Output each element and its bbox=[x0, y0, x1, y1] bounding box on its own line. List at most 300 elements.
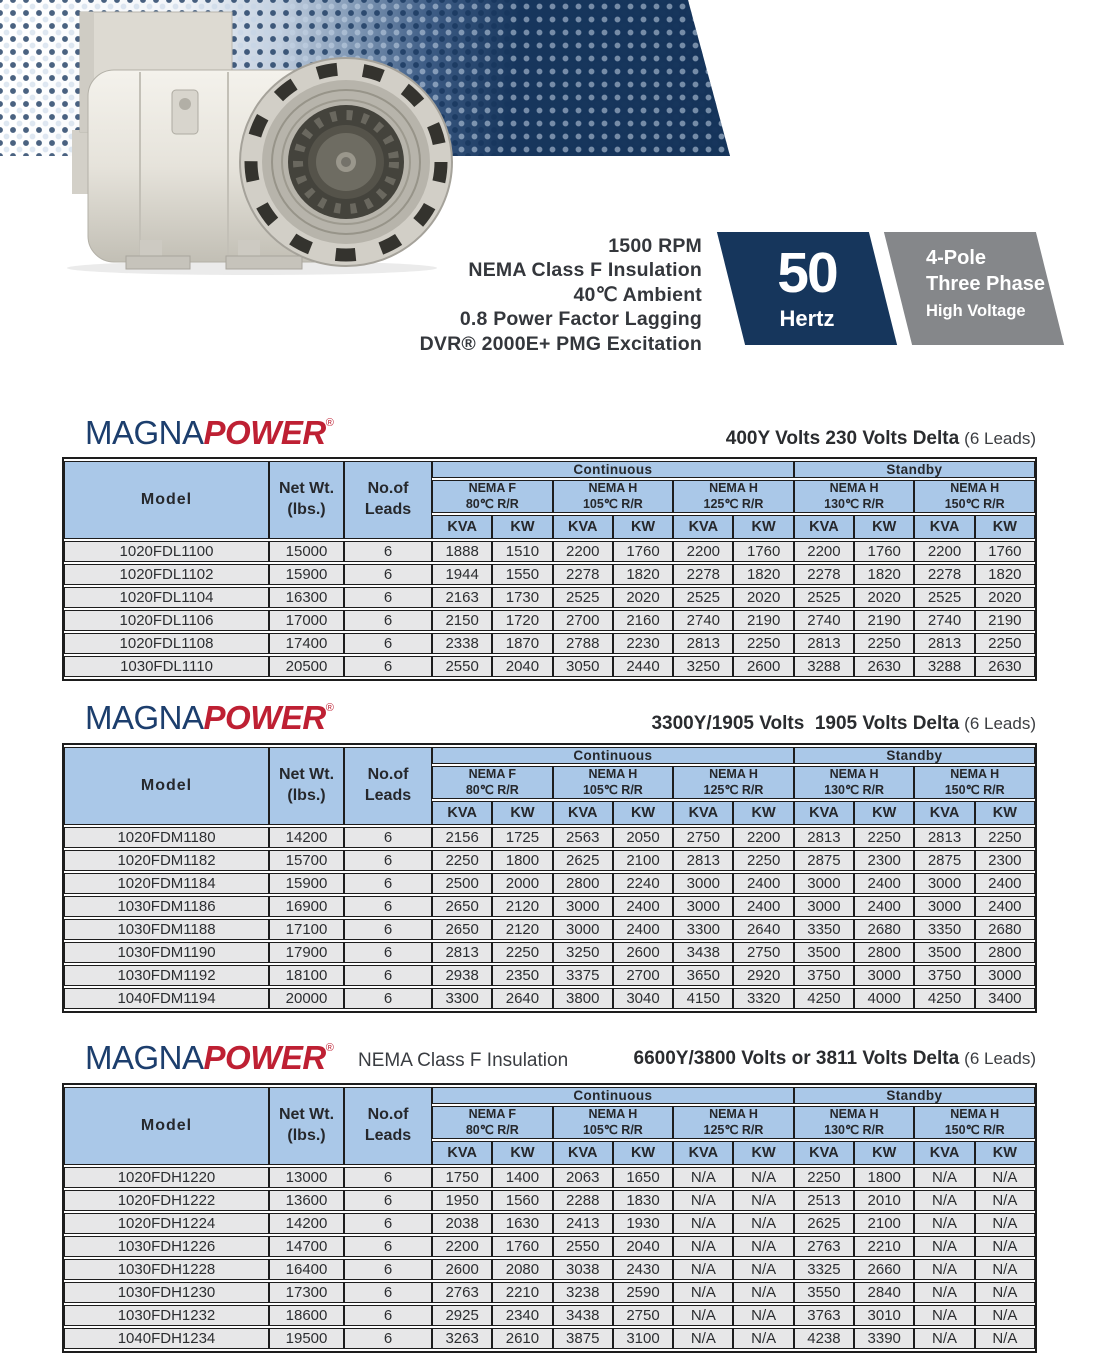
col-header-kw: KW bbox=[854, 1141, 914, 1165]
col-header-model: Model bbox=[64, 461, 269, 539]
value-cell: N/A bbox=[975, 1328, 1035, 1349]
netwt-cell: 19500 bbox=[269, 1328, 344, 1349]
value-cell: 3000 bbox=[854, 965, 914, 986]
leads-cell: 6 bbox=[344, 1282, 432, 1303]
value-cell: N/A bbox=[914, 1282, 974, 1303]
value-cell: N/A bbox=[975, 1190, 1035, 1211]
value-cell: 2660 bbox=[854, 1259, 914, 1280]
value-cell: 1550 bbox=[492, 564, 552, 585]
value-cell: 2813 bbox=[794, 633, 854, 654]
value-cell: 2875 bbox=[794, 850, 854, 871]
value-cell: 3750 bbox=[914, 965, 974, 986]
table2-title-voltage: 3300Y/1905 Volts 1905 Volts Delta bbox=[651, 713, 960, 734]
pole-badge-line1: 4-Pole bbox=[926, 247, 987, 269]
value-cell: 2230 bbox=[613, 633, 673, 654]
table-row bbox=[64, 1259, 1035, 1280]
col-header-kw: KW bbox=[492, 1141, 552, 1165]
model-cell: 1030FDH1228 bbox=[64, 1259, 269, 1280]
value-cell: 2250 bbox=[854, 633, 914, 654]
model-cell: 1030FDM1186 bbox=[64, 896, 269, 917]
model-cell: 1020FDM1180 bbox=[64, 827, 269, 848]
value-cell: 2340 bbox=[492, 1305, 552, 1326]
table-row bbox=[64, 633, 1035, 654]
value-cell: 2120 bbox=[492, 896, 552, 917]
table-row bbox=[64, 965, 1035, 986]
value-cell: 2813 bbox=[673, 633, 733, 654]
value-cell: 3000 bbox=[794, 896, 854, 917]
value-cell: 2040 bbox=[613, 1236, 673, 1257]
value-cell: 2525 bbox=[673, 587, 733, 608]
value-cell: 3038 bbox=[553, 1259, 613, 1280]
netwt-cell: 17400 bbox=[269, 633, 344, 654]
col-header-leads: No.of Leads bbox=[344, 747, 432, 825]
col-header-kw: KW bbox=[975, 1141, 1035, 1165]
col-header-model: Model bbox=[64, 1087, 269, 1165]
col-header-kw: KW bbox=[492, 515, 552, 539]
value-cell: 1830 bbox=[613, 1190, 673, 1211]
model-cell: 1020FDL1102 bbox=[64, 564, 269, 585]
col-header-standby: Standby bbox=[794, 1087, 1035, 1104]
value-cell: 2650 bbox=[432, 896, 492, 917]
model-cell: 1030FDM1190 bbox=[64, 942, 269, 963]
netwt-cell: 16300 bbox=[269, 587, 344, 608]
value-cell: 3238 bbox=[553, 1282, 613, 1303]
model-cell: 1030FDH1230 bbox=[64, 1282, 269, 1303]
table-row bbox=[64, 1167, 1035, 1188]
col-header-model: Model bbox=[64, 747, 269, 825]
value-cell: 1800 bbox=[854, 1167, 914, 1188]
value-cell: 2400 bbox=[613, 896, 673, 917]
value-cell: 2400 bbox=[975, 896, 1035, 917]
logo-text-power: POWER bbox=[203, 1039, 326, 1076]
value-cell: 3288 bbox=[794, 656, 854, 677]
value-cell: 2630 bbox=[975, 656, 1035, 677]
leads-cell: 6 bbox=[344, 873, 432, 894]
value-cell: N/A bbox=[975, 1236, 1035, 1257]
value-cell: 1510 bbox=[492, 541, 552, 562]
value-cell: 3000 bbox=[794, 873, 854, 894]
value-cell: 3350 bbox=[794, 919, 854, 940]
table3-title-leads: (6 Leads) bbox=[964, 1049, 1036, 1068]
value-cell: 2100 bbox=[854, 1213, 914, 1234]
value-cell: 3250 bbox=[553, 942, 613, 963]
col-header-standby: Standby bbox=[794, 747, 1035, 764]
value-cell: 2250 bbox=[432, 850, 492, 871]
spec-line: NEMA Class F Insulation bbox=[468, 259, 702, 282]
value-cell: 3763 bbox=[794, 1305, 854, 1326]
value-cell: 3250 bbox=[673, 656, 733, 677]
table-row bbox=[64, 873, 1035, 894]
value-cell: 3350 bbox=[914, 919, 974, 940]
logo-text-magna: MAGNA bbox=[85, 414, 204, 451]
value-cell: 1760 bbox=[975, 541, 1035, 562]
value-cell: 2813 bbox=[794, 827, 854, 848]
value-cell: 2350 bbox=[492, 965, 552, 986]
value-cell: 2525 bbox=[794, 587, 854, 608]
value-cell: 4238 bbox=[794, 1328, 854, 1349]
netwt-cell: 18600 bbox=[269, 1305, 344, 1326]
netwt-cell: 16900 bbox=[269, 896, 344, 917]
netwt-cell: 17900 bbox=[269, 942, 344, 963]
value-cell: 2400 bbox=[854, 873, 914, 894]
col-header-kw: KW bbox=[854, 515, 914, 539]
table-row bbox=[64, 564, 1035, 585]
value-cell: 2250 bbox=[854, 827, 914, 848]
table-row bbox=[64, 1305, 1035, 1326]
value-cell: 4250 bbox=[794, 988, 854, 1009]
value-cell: 2063 bbox=[553, 1167, 613, 1188]
leads-cell: 6 bbox=[344, 919, 432, 940]
value-cell: 2038 bbox=[432, 1213, 492, 1234]
model-cell: 1030FDM1188 bbox=[64, 919, 269, 940]
col-header-kw: KW bbox=[854, 801, 914, 825]
value-cell: N/A bbox=[673, 1190, 733, 1211]
col-header-kw: KW bbox=[492, 801, 552, 825]
value-cell: 2278 bbox=[794, 564, 854, 585]
col-header-nema-rating: NEMA H 105℃ R/R bbox=[553, 480, 674, 513]
value-cell: N/A bbox=[733, 1213, 793, 1234]
value-cell: 2563 bbox=[553, 827, 613, 848]
value-cell: 1820 bbox=[975, 564, 1035, 585]
value-cell: 3000 bbox=[553, 896, 613, 917]
value-cell: 2513 bbox=[794, 1190, 854, 1211]
value-cell: 1760 bbox=[854, 541, 914, 562]
col-header-nema-rating: NEMA H 125℃ R/R bbox=[673, 1106, 794, 1139]
value-cell: 1820 bbox=[733, 564, 793, 585]
value-cell: 1800 bbox=[492, 850, 552, 871]
ratings-table-3300v bbox=[62, 743, 1037, 1013]
value-cell: 2190 bbox=[854, 610, 914, 631]
col-header-nema-rating: NEMA H 130℃ R/R bbox=[794, 766, 915, 799]
value-cell: N/A bbox=[975, 1213, 1035, 1234]
logo-text-power: POWER bbox=[203, 414, 326, 451]
value-cell: 2610 bbox=[492, 1328, 552, 1349]
value-cell: 2210 bbox=[492, 1282, 552, 1303]
value-cell: 1725 bbox=[492, 827, 552, 848]
col-header-kva: KVA bbox=[432, 1141, 492, 1165]
col-header-leads: No.of Leads bbox=[344, 1087, 432, 1165]
col-header-kw: KW bbox=[733, 801, 793, 825]
table1-title-leads: (6 Leads) bbox=[964, 429, 1036, 448]
netwt-cell: 20500 bbox=[269, 656, 344, 677]
leads-cell: 6 bbox=[344, 1167, 432, 1188]
value-cell: 2020 bbox=[733, 587, 793, 608]
value-cell: 2630 bbox=[854, 656, 914, 677]
value-cell: 2800 bbox=[553, 873, 613, 894]
value-cell: N/A bbox=[975, 1305, 1035, 1326]
value-cell: 3010 bbox=[854, 1305, 914, 1326]
table-row bbox=[64, 942, 1035, 963]
leads-cell: 6 bbox=[344, 564, 432, 585]
value-cell: 2020 bbox=[854, 587, 914, 608]
table-row bbox=[64, 988, 1035, 1009]
value-cell: 3650 bbox=[673, 965, 733, 986]
col-header-kva: KVA bbox=[914, 1141, 974, 1165]
value-cell: 2400 bbox=[613, 919, 673, 940]
value-cell: N/A bbox=[673, 1259, 733, 1280]
col-header-continuous: Continuous bbox=[432, 461, 794, 478]
model-cell: 1020FDL1106 bbox=[64, 610, 269, 631]
spec-line: 40℃ Ambient bbox=[573, 283, 702, 306]
registered-mark-icon: ® bbox=[325, 702, 334, 714]
value-cell: 2750 bbox=[733, 942, 793, 963]
spec-line: 1500 RPM bbox=[608, 235, 702, 257]
value-cell: 3750 bbox=[794, 965, 854, 986]
value-cell: 3300 bbox=[432, 988, 492, 1009]
value-cell: 2080 bbox=[492, 1259, 552, 1280]
value-cell: 1944 bbox=[432, 564, 492, 585]
col-header-nema-rating: NEMA H 130℃ R/R bbox=[794, 1106, 915, 1139]
value-cell: N/A bbox=[914, 1328, 974, 1349]
value-cell: 2813 bbox=[914, 827, 974, 848]
value-cell: N/A bbox=[733, 1190, 793, 1211]
value-cell: 2813 bbox=[432, 942, 492, 963]
value-cell: 3390 bbox=[854, 1328, 914, 1349]
netwt-cell: 15900 bbox=[269, 873, 344, 894]
value-cell: 2700 bbox=[553, 610, 613, 631]
value-cell: 3320 bbox=[733, 988, 793, 1009]
table1-title-voltage: 400Y Volts 230 Volts Delta bbox=[725, 428, 960, 449]
value-cell: 2300 bbox=[975, 850, 1035, 871]
value-cell: 1950 bbox=[432, 1190, 492, 1211]
value-cell: 2100 bbox=[613, 850, 673, 871]
value-cell: 2288 bbox=[553, 1190, 613, 1211]
value-cell: 2590 bbox=[613, 1282, 673, 1303]
table3-title-voltage: 6600Y/3800 Volts or 3811 Volts Delta bbox=[633, 1048, 960, 1069]
netwt-cell: 15000 bbox=[269, 541, 344, 562]
value-cell: N/A bbox=[914, 1190, 974, 1211]
value-cell: 3300 bbox=[673, 919, 733, 940]
pole-badge bbox=[884, 232, 1064, 345]
value-cell: 2920 bbox=[733, 965, 793, 986]
value-cell: 2740 bbox=[673, 610, 733, 631]
value-cell: 2338 bbox=[432, 633, 492, 654]
logo-text-magna: MAGNA bbox=[85, 699, 204, 736]
table-row bbox=[64, 656, 1035, 677]
value-cell: 2875 bbox=[914, 850, 974, 871]
value-cell: 2625 bbox=[794, 1213, 854, 1234]
table1-title bbox=[726, 428, 1036, 450]
table-row bbox=[64, 919, 1035, 940]
value-cell: N/A bbox=[975, 1259, 1035, 1280]
value-cell: 2200 bbox=[432, 1236, 492, 1257]
value-cell: 2163 bbox=[432, 587, 492, 608]
value-cell: 3288 bbox=[914, 656, 974, 677]
hertz-value: 50 bbox=[777, 241, 837, 305]
table-row bbox=[64, 1328, 1035, 1349]
col-header-kw: KW bbox=[975, 515, 1035, 539]
col-header-kw: KW bbox=[613, 515, 673, 539]
leads-cell: 6 bbox=[344, 1259, 432, 1280]
value-cell: 3400 bbox=[975, 988, 1035, 1009]
value-cell: N/A bbox=[733, 1259, 793, 1280]
value-cell: 1820 bbox=[854, 564, 914, 585]
netwt-cell: 17100 bbox=[269, 919, 344, 940]
value-cell: 2300 bbox=[854, 850, 914, 871]
value-cell: 2680 bbox=[975, 919, 1035, 940]
value-cell: 1760 bbox=[613, 541, 673, 562]
value-cell: 3000 bbox=[673, 896, 733, 917]
value-cell: 2550 bbox=[432, 656, 492, 677]
col-header-continuous: Continuous bbox=[432, 747, 794, 764]
leads-cell: 6 bbox=[344, 1190, 432, 1211]
col-header-kva: KVA bbox=[553, 1141, 613, 1165]
value-cell: N/A bbox=[673, 1167, 733, 1188]
model-cell: 1040FDH1234 bbox=[64, 1328, 269, 1349]
col-header-kva: KVA bbox=[673, 801, 733, 825]
value-cell: 2210 bbox=[854, 1236, 914, 1257]
value-cell: 2700 bbox=[613, 965, 673, 986]
value-cell: 3263 bbox=[432, 1328, 492, 1349]
value-cell: N/A bbox=[673, 1236, 733, 1257]
leads-cell: 6 bbox=[344, 610, 432, 631]
value-cell: 2250 bbox=[733, 633, 793, 654]
value-cell: 2600 bbox=[613, 942, 673, 963]
value-cell: 1730 bbox=[492, 587, 552, 608]
value-cell: N/A bbox=[733, 1328, 793, 1349]
value-cell: 2150 bbox=[432, 610, 492, 631]
netwt-cell: 13600 bbox=[269, 1190, 344, 1211]
col-header-nema-rating: NEMA H 105℃ R/R bbox=[553, 766, 674, 799]
value-cell: N/A bbox=[914, 1213, 974, 1234]
ratings-table-400v bbox=[62, 457, 1037, 681]
value-cell: 2250 bbox=[733, 850, 793, 871]
value-cell: 3550 bbox=[794, 1282, 854, 1303]
value-cell: 2440 bbox=[613, 656, 673, 677]
value-cell: 3438 bbox=[673, 942, 733, 963]
value-cell: 2925 bbox=[432, 1305, 492, 1326]
netwt-cell: 17300 bbox=[269, 1282, 344, 1303]
value-cell: 2250 bbox=[975, 827, 1035, 848]
model-cell: 1030FDL1110 bbox=[64, 656, 269, 677]
netwt-cell: 14200 bbox=[269, 1213, 344, 1234]
leads-cell: 6 bbox=[344, 896, 432, 917]
value-cell: 1750 bbox=[432, 1167, 492, 1188]
netwt-cell: 15900 bbox=[269, 564, 344, 585]
spec-list bbox=[300, 234, 702, 356]
value-cell: 2500 bbox=[432, 873, 492, 894]
value-cell: 2200 bbox=[794, 541, 854, 562]
model-cell: 1030FDM1192 bbox=[64, 965, 269, 986]
col-header-standby: Standby bbox=[794, 461, 1035, 478]
value-cell: 3438 bbox=[553, 1305, 613, 1326]
value-cell: 2250 bbox=[975, 633, 1035, 654]
value-cell: 2763 bbox=[432, 1282, 492, 1303]
value-cell: 2600 bbox=[432, 1259, 492, 1280]
value-cell: 1760 bbox=[492, 1236, 552, 1257]
table-row bbox=[64, 850, 1035, 871]
model-cell: 1020FDL1108 bbox=[64, 633, 269, 654]
registered-mark-icon: ® bbox=[325, 417, 334, 429]
value-cell: 4150 bbox=[673, 988, 733, 1009]
col-header-nema-rating: NEMA H 105℃ R/R bbox=[553, 1106, 674, 1139]
model-cell: 1030FDH1232 bbox=[64, 1305, 269, 1326]
col-header-netwt: Net Wt. (lbs.) bbox=[269, 747, 344, 825]
col-header-kw: KW bbox=[733, 515, 793, 539]
value-cell: 2190 bbox=[975, 610, 1035, 631]
leads-cell: 6 bbox=[344, 656, 432, 677]
value-cell: 2240 bbox=[613, 873, 673, 894]
col-header-kva: KVA bbox=[794, 801, 854, 825]
value-cell: 2050 bbox=[613, 827, 673, 848]
value-cell: 1930 bbox=[613, 1213, 673, 1234]
pole-badge-line3: High Voltage bbox=[926, 302, 1026, 320]
table3-title bbox=[634, 1048, 1036, 1070]
netwt-cell: 15700 bbox=[269, 850, 344, 871]
table-row bbox=[64, 1190, 1035, 1211]
value-cell: 2640 bbox=[492, 988, 552, 1009]
col-header-kw: KW bbox=[975, 801, 1035, 825]
col-header-nema-rating: NEMA H 150℃ R/R bbox=[914, 766, 1035, 799]
value-cell: N/A bbox=[673, 1305, 733, 1326]
value-cell: 2740 bbox=[794, 610, 854, 631]
logo-text-power: POWER bbox=[203, 699, 326, 736]
value-cell: 1820 bbox=[613, 564, 673, 585]
value-cell: 2680 bbox=[854, 919, 914, 940]
value-cell: 2750 bbox=[613, 1305, 673, 1326]
netwt-cell: 20000 bbox=[269, 988, 344, 1009]
value-cell: 2430 bbox=[613, 1259, 673, 1280]
value-cell: 2400 bbox=[854, 896, 914, 917]
value-cell: 2200 bbox=[553, 541, 613, 562]
value-cell: 2278 bbox=[673, 564, 733, 585]
leads-cell: 6 bbox=[344, 1236, 432, 1257]
value-cell: 1888 bbox=[432, 541, 492, 562]
value-cell: 2200 bbox=[733, 827, 793, 848]
value-cell: 3500 bbox=[794, 942, 854, 963]
value-cell: 2413 bbox=[553, 1213, 613, 1234]
table2-title-leads: (6 Leads) bbox=[964, 714, 1036, 733]
logo-text-magna: MAGNA bbox=[85, 1039, 204, 1076]
value-cell: 2525 bbox=[553, 587, 613, 608]
table-row bbox=[64, 541, 1035, 562]
col-header-nema-rating: NEMA F 80℃ R/R bbox=[432, 1106, 553, 1139]
magnapower-logo bbox=[85, 414, 334, 452]
model-cell: 1020FDH1220 bbox=[64, 1167, 269, 1188]
pole-badge-content bbox=[898, 232, 1050, 345]
model-cell: 1020FDL1100 bbox=[64, 541, 269, 562]
col-header-nema-rating: NEMA H 150℃ R/R bbox=[914, 1106, 1035, 1139]
value-cell: 3500 bbox=[914, 942, 974, 963]
value-cell: 2813 bbox=[673, 850, 733, 871]
value-cell: 2020 bbox=[975, 587, 1035, 608]
value-cell: 2525 bbox=[914, 587, 974, 608]
value-cell: 2938 bbox=[432, 965, 492, 986]
table-row bbox=[64, 1236, 1035, 1257]
table3-insulation-note: NEMA Class F Insulation bbox=[358, 1050, 569, 1071]
col-header-kva: KVA bbox=[553, 801, 613, 825]
value-cell: 2278 bbox=[553, 564, 613, 585]
value-cell: 2750 bbox=[673, 827, 733, 848]
value-cell: 2120 bbox=[492, 919, 552, 940]
leads-cell: 6 bbox=[344, 827, 432, 848]
col-header-kva: KVA bbox=[432, 801, 492, 825]
value-cell: 2400 bbox=[733, 896, 793, 917]
col-header-kw: KW bbox=[733, 1141, 793, 1165]
magnapower-logo bbox=[85, 1039, 334, 1077]
leads-cell: 6 bbox=[344, 965, 432, 986]
value-cell: 3000 bbox=[975, 965, 1035, 986]
col-header-leads: No.of Leads bbox=[344, 461, 432, 539]
value-cell: 3100 bbox=[613, 1328, 673, 1349]
col-header-kva: KVA bbox=[794, 515, 854, 539]
netwt-cell: 14200 bbox=[269, 827, 344, 848]
value-cell: 2740 bbox=[914, 610, 974, 631]
value-cell: 2788 bbox=[553, 633, 613, 654]
value-cell: 2250 bbox=[492, 942, 552, 963]
table-row bbox=[64, 610, 1035, 631]
table-row bbox=[64, 587, 1035, 608]
